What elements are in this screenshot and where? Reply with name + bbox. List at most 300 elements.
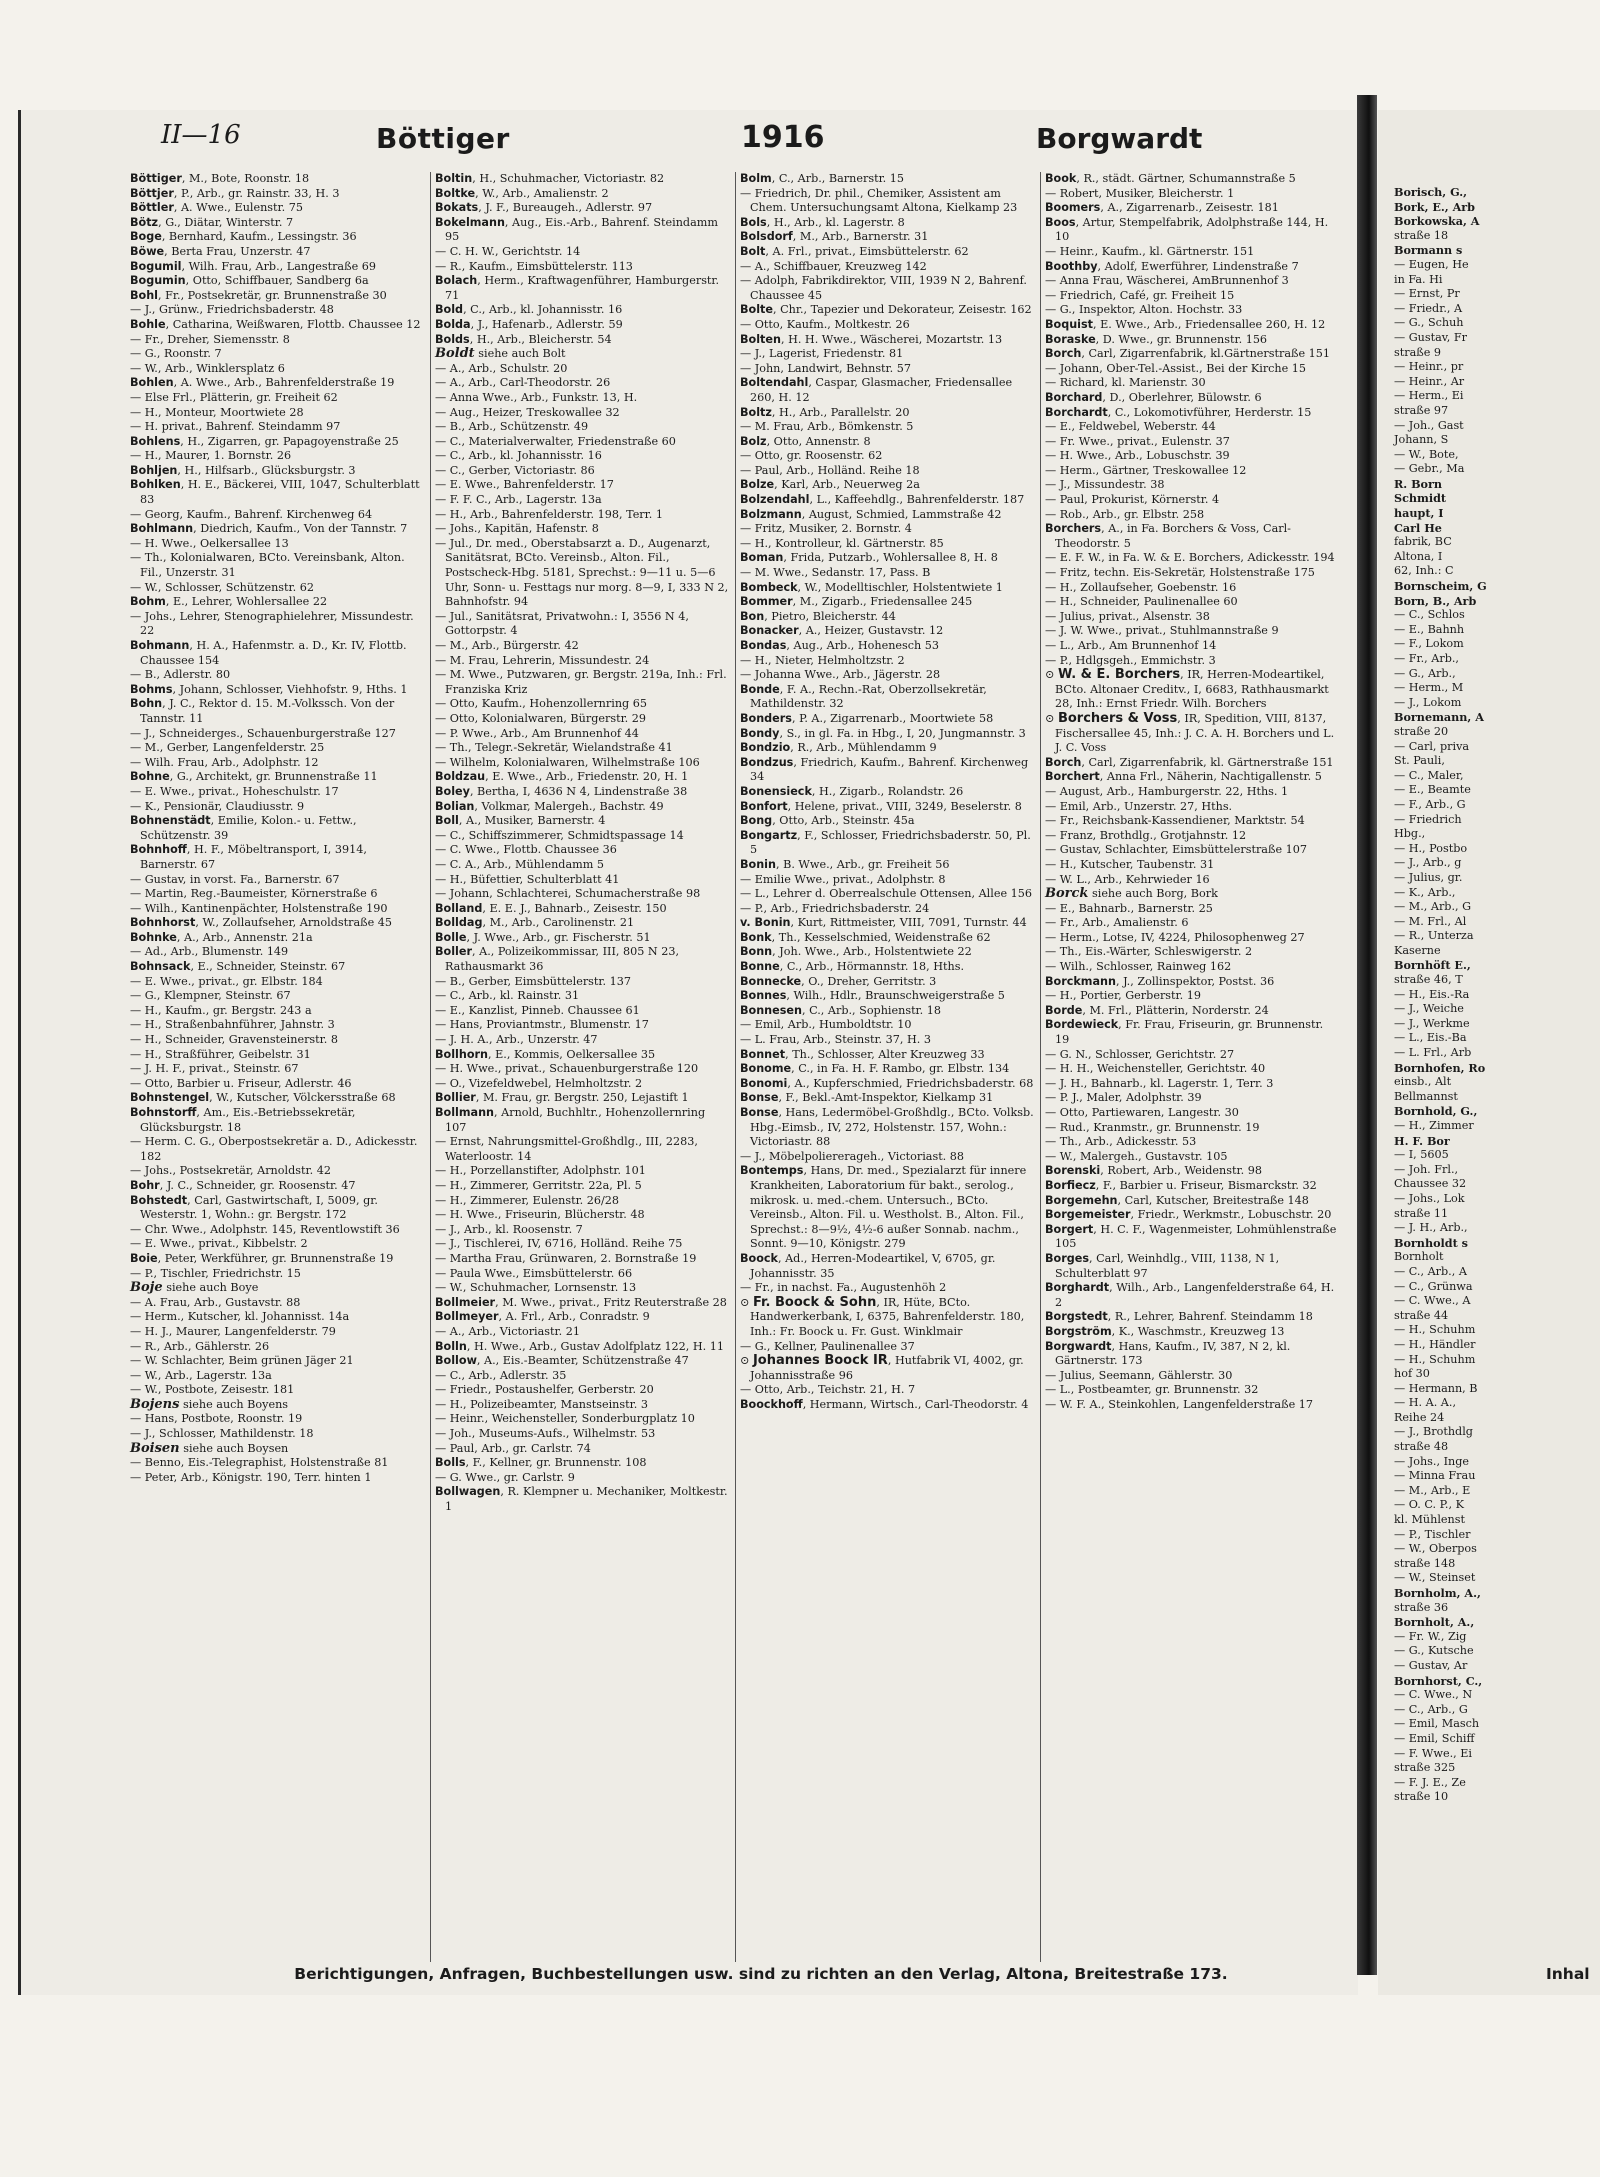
directory-entry: — Friedr., Postaushelfer, Gerberstr. 20 [435,1383,654,1397]
adjacent-entry: Kaserne [1394,943,1441,957]
directory-entry: — Herm., Lotse, IV, 4224, Philosophenweg 27 [1045,930,1305,944]
adjacent-entry: — Emil, Masch [1394,1717,1480,1731]
directory-entry: Bonomi, A., Kupferschmied, Friedrichsbaderstr. 68 [740,1076,1034,1090]
directory-entry: — C. Wwe., Flottb. Chaussee 36 [435,843,617,857]
directory-entry: — Paul, Prokurist, Körnerstr. 4 [1045,493,1220,507]
directory-entry: — Martin, Reg.-Baumeister, Körnerstraße 6 [130,887,378,901]
directory-entry: — Wilhelm, Kolonialwaren, Wilhelmstraße 106 [435,755,700,769]
directory-entry: Bonde, F. A., Rechn.-Rat, Oberzollsekretär, Mathildenstr. 32 [740,682,987,711]
directory-entry: Bolzmann, August, Schmied, Lammstraße 42 [740,507,1002,521]
directory-entry: — J., Schneiderges., Schauenburgerstraße 127 [130,726,396,740]
directory-entry: Bollhorn, E., Kommis, Oelkersallee 35 [435,1047,656,1061]
adjacent-entry: straße 18 [1394,228,1449,242]
directory-entry: — E. F. W., in Fa. W. & E. Borchers, Adickesstr. 194 [1045,551,1335,565]
directory-entry: — Emil, Arb., Humboldtstr. 10 [740,1018,912,1032]
directory-entry: Bolls, F., Kellner, gr. Brunnenstr. 108 [435,1456,647,1470]
directory-entry: — H., Kutscher, Taubenstr. 31 [1045,857,1215,871]
directory-entry: Boley, Bertha, I, 4636 N 4, Lindenstraße 38 [435,784,688,798]
directory-entry: — Otto, gr. Roosenstr. 62 [740,449,883,463]
directory-entry: Bonensieck, H., Zigarb., Rolandstr. 26 [740,784,964,798]
directory-entry: — O., Vizefeldwebel, Helmholtzstr. 2 [435,1076,643,1090]
directory-entry: Boquist, E. Wwe., Arb., Friedensallee 260, H. 12 [1045,317,1326,331]
directory-entry: — C., Gerber, Victoriastr. 86 [435,463,595,477]
adjacent-entry: einsb., Alt [1394,1075,1452,1089]
adjacent-entry: — H., Schuhm [1394,1323,1476,1337]
directory-entry: — B., Adlerstr. 80 [130,668,231,682]
directory-entry: — Johann, Schlachterei, Schumacherstraße 98 [435,887,701,901]
directory-entry: Bollmeyer, A. Frl., Arb., Conradstr. 9 [435,1310,650,1324]
directory-entry: — Johs., Lehrer, Stenographielehrer, Missundestr. 22 [130,609,414,638]
directory-entry: — E. Wwe., Bahrenfelderstr. 17 [435,478,614,492]
adjacent-entry: H. F. Bor [1394,1133,1450,1148]
directory-entry: — Wilh., Kantinenpächter, Holstenstraße 190 [130,901,388,915]
directory-entry: — P., Hdlgsgeh., Emmichstr. 3 [1045,653,1216,667]
directory-entry: Bolt, A. Frl., privat., Eimsbüttelerstr. 62 [740,244,969,258]
directory-page [18,110,1358,1995]
directory-entry: — H., Straßführer, Geibelstr. 31 [130,1047,311,1061]
directory-entry: — Paula Wwe., Eimsbüttelerstr. 66 [435,1266,633,1280]
directory-entry: Borfiecz, F., Barbier u. Friseur, Bismarckstr. 32 [1045,1178,1317,1192]
adjacent-entry: Born, B., Arb [1394,593,1477,608]
adjacent-entry: straße 44 [1394,1308,1449,1322]
adjacent-entry: — Minna Frau [1394,1469,1476,1483]
adjacent-entry: — W., Bote, [1394,447,1459,461]
directory-entry: — J. H., Bahnarb., kl. Lagerstr. 1, Terr. 3 [1045,1076,1274,1090]
directory-entry: — Anna Wwe., Arb., Funkstr. 13, H. [435,390,638,404]
firm-marker-icon: ⊙ [1045,668,1058,682]
adjacent-entry: — G., Schuh [1394,316,1464,330]
adjacent-entry: Bornholdt s [1394,1235,1468,1250]
adjacent-entry: — Fr. W., Zig [1394,1629,1467,1643]
directory-entry: Borde, M. Frl., Plätterin, Norderstr. 24 [1045,1003,1269,1017]
column-2 [431,172,736,1962]
directory-entry: — Otto, Partiewaren, Langestr. 30 [1045,1106,1239,1119]
directory-entry: Bong, Otto, Arb., Steinstr. 45a [740,814,915,828]
adjacent-entry: — O. C. P., K [1394,1498,1464,1512]
directory-entry: Boraske, D. Wwe., gr. Brunnenstr. 156 [1045,332,1268,346]
directory-entry: — M., Gerber, Langenfelderstr. 25 [130,741,325,755]
directory-entry: — H. H., Weichensteller, Gerichtstr. 40 [1045,1062,1266,1076]
directory-entry: — J., Arb., kl. Roosenstr. 7 [435,1222,583,1236]
directory-entry: — E., Bahnarb., Barnerstr. 25 [1045,901,1213,915]
directory-entry: Bonnet, Th., Schlosser, Alter Kreuzweg 33 [740,1047,985,1061]
directory-entry: — P., Arb., Friedrichsbaderstr. 24 [740,901,930,915]
directory-entry: Borgemehn, Carl, Kutscher, Breitestraße 148 [1045,1193,1309,1207]
directory-entry: — L., Arb., Am Brunnenhof 14 [1045,639,1217,652]
directory-entry: — W. F. A., Steinkohlen, Langenfelderstraße 17 [1045,1397,1313,1411]
directory-entry: Bohnhoff, H. F., Möbeltransport, I, 3914, Barnerstr. 67 [130,843,367,871]
directory-entry: v. Bonin, Kurt, Rittmeister, VIII, 7091, Turnstr. 44 [740,916,1027,930]
directory-entry: Bogumil, Wilh. Frau, Arb., Langestraße 69 [130,259,376,273]
directory-entry: — Franz, Brothdlg., Grotjahnstr. 12 [1045,828,1247,842]
directory-entry: — H., Polizeibeamter, Manstseinstr. 3 [435,1397,648,1411]
adjacent-entry: fabrik, BC [1394,535,1452,549]
directory-entry: Bolte, Chr., Tapezier und Dekorateur, Zeisestr. 162 [740,303,1032,317]
directory-entry: Boll, A., Musiker, Barnerstr. 4 [435,814,606,828]
adjacent-entry: — Emil, Schiff [1394,1731,1475,1745]
directory-entry: Bohn, J. C., Rektor d. 15. M.-Volkssch. Von der Tannstr. 11 [130,697,395,725]
directory-entry: Bohlen, A. Wwe., Arb., Bahrenfelderstraße 19 [130,376,395,390]
directory-entry: Bonacker, A., Heizer, Gustavstr. 12 [740,624,944,638]
adjacent-entry: — Gebr., Ma [1394,462,1465,476]
directory-entry: — Johann, Ober-Tel.-Assist., Bei der Kirche 15 [1045,361,1307,375]
directory-entry: Bolldag, M., Arb., Carolinenstr. 21 [435,916,635,930]
directory-entry: — Georg, Kaufm., Bahrenf. Kirchenweg 64 [130,507,373,521]
directory-entry: — A. Frau, Arb., Gustavstr. 88 [130,1295,301,1309]
directory-entry: Boldt siehe auch Bolt [435,346,566,362]
directory-entry: — Fr., Reichsbank-Kassendiener, Marktstr. 54 [1045,814,1305,828]
directory-entry: — W. Schlachter, Beim grünen Jäger 21 [130,1354,354,1368]
adjacent-entry: Bornemann, A [1394,710,1484,725]
adjacent-entry: Borisch, G., [1394,185,1468,199]
directory-entry: — Th., Eis.-Wärter, Schleswigerstr. 2 [1045,945,1253,959]
adjacent-entry: straße 46, T [1394,973,1463,987]
directory-entry: Boge, Bernhard, Kaufm., Lessingstr. 36 [130,230,357,244]
adjacent-entry: — G., Arb., [1394,666,1456,680]
directory-entry: Bolz, Otto, Annenstr. 8 [740,434,871,448]
column-1 [126,172,431,1962]
adjacent-entry: straße 36 [1394,1600,1449,1614]
firm-marker-icon: ⊙ [740,1295,753,1309]
directory-entry: Borghardt, Wilh., Arb., Langenfelderstraße 64, H. 2 [1045,1281,1335,1309]
directory-entry: — Herm., Gärtner, Treskowallee 12 [1045,463,1247,477]
directory-entry: — J. H. A., Arb., Unzerstr. 47 [435,1033,598,1047]
directory-entry: Bohnke, A., Arb., Annenstr. 21a [130,930,313,944]
adjacent-entry: — Johs., Inge [1394,1454,1469,1468]
directory-entry: Borchardt, C., Lokomotivführer, Herderstr. 15 [1045,405,1312,419]
directory-entry: Bold, C., Arb., kl. Johannisstr. 16 [435,303,623,317]
adjacent-entry: Hbg., [1394,827,1426,841]
adjacent-entry: — C., Arb., G [1394,1702,1468,1716]
directory-entry: Bokelmann, Aug., Eis.-Arb., Bahrenf. Steindamm 95 [435,215,718,244]
adjacent-entry: — Johs., Lok [1394,1191,1465,1205]
directory-entry: Boltz, H., Arb., Parallelstr. 20 [740,405,910,419]
directory-entry: — E. Wwe., privat., Kibbelstr. 2 [130,1237,308,1251]
adjacent-entry: — Fr., Arb., [1394,652,1459,665]
directory-entry: Boisen siehe auch Boysen [130,1440,289,1456]
directory-entry: — J., Möbelpoliererageh., Victoriast. 88 [740,1149,965,1163]
directory-entry: Boothby, Adolf, Ewerführer, Lindenstraße 7 [1045,259,1299,273]
directory-entry: — Emil, Arb., Unzerstr. 27, Hths. [1045,799,1233,813]
directory-entry: — M. Wwe., Sedanstr. 17, Pass. B [740,566,931,580]
directory-entry: Bohne, G., Architekt, gr. Brunnenstraße 11 [130,770,378,784]
directory-entry: Bonfort, Helene, privat., VIII, 3249, Beselerstr. 8 [740,799,1022,813]
directory-entry: — J., Tischlerei, IV, 6716, Holländ. Reihe 75 [435,1237,683,1251]
adjacent-entry: Bormann s [1394,243,1463,258]
book-spine-shadow [1357,95,1377,1975]
directory-entry: — Th., Arb., Adickesstr. 53 [1045,1135,1197,1149]
directory-entry: Borckmann, J., Zollinspektor, Postst. 36 [1045,974,1275,988]
adjacent-entry: hof 30 [1394,1367,1430,1381]
adjacent-entry: Bornscheim, G [1394,579,1487,594]
directory-entry: Bonnecke, O., Dreher, Gerritstr. 3 [740,974,937,988]
directory-entry: — H., Schneider, Paulinenallee 60 [1045,595,1238,609]
firm-marker-icon: ⊙ [1045,711,1058,725]
directory-entry: Bolze, Karl, Arb., Neuerweg 2a [740,478,920,492]
adjacent-entry: haupt, I [1394,506,1444,521]
directory-entry: — Richard, kl. Marienstr. 30 [1045,376,1206,390]
adjacent-entry: — G., Kutsche [1394,1644,1474,1658]
adjacent-entry: — C., Maler, [1394,768,1464,782]
adjacent-entry: — C., Schlos [1394,608,1465,622]
adjacent-entry: — H., Händler [1394,1337,1476,1351]
directory-entry: — E. Wwe., privat., gr. Elbstr. 184 [130,974,323,988]
directory-entry: Bonnes, Wilh., Hdlr., Braunschweigerstraße 5 [740,989,1005,1003]
directory-entry: Bohr, J. C., Schneider, gr. Roosenstr. 47 [130,1178,356,1192]
adjacent-entry: — F. J. E., Ze [1394,1775,1466,1789]
directory-entry: Boller, A., Polizeikommissar, III, 805 N 23, Rathausmarkt 36 [435,945,680,974]
adjacent-entry: — M. Frl., Al [1394,914,1467,928]
directory-entry: Bohnstorff, Am., Eis.-Betriebssekretär, Glücksburgstr. 18 [130,1106,356,1134]
directory-entry: Bollwagen, R. Klempner u. Mechaniker, Moltkestr. 1 [435,1485,728,1514]
directory-entry: Borgert, H. C. F., Wagenmeister, Lohmühlenstraße 105 [1045,1222,1337,1251]
directory-entry: — R., Kaufm., Eimsbüttelerstr. 113 [435,259,633,273]
directory-entry: — R., Arb., Gählerstr. 26 [130,1339,270,1353]
column-3 [736,172,1041,1962]
adjacent-entry: — Hermann, B [1394,1381,1478,1395]
directory-entry: — G., Roonstr. 7 [130,347,222,361]
directory-entry: Bolland, E. E. J., Bahnarb., Zeisestr. 150 [435,901,667,915]
directory-entry: — H. Wwe., privat., Schauenburgerstraße 120 [435,1062,699,1076]
adjacent-entry: Bornhöft E., [1394,958,1471,973]
directory-entry: — H. privat., Bahrenf. Steindamm 97 [130,420,341,434]
directory-entry: — E., Kanzlist, Pinneb. Chaussee 61 [435,1003,640,1017]
directory-entry: — W., Schlosser, Schützenstr. 62 [130,580,314,594]
adjacent-entry: — F. Wwe., Ei [1394,1746,1472,1760]
directory-entry: — Peter, Arb., Königstr. 190, Terr. hinten 1 [130,1470,372,1484]
directory-entry: Bolten, H. H. Wwe., Wäscherei, Mozartstr. 13 [740,332,1003,346]
directory-entry: Borch, Carl, Zigarrenfabrik, kl. Gärtnerstraße 151 [1045,755,1334,769]
adjacent-entry: — J., Werkme [1394,1016,1470,1030]
directory-entry: Bondzus, Friedrich, Kaufm., Bahrenf. Kirchenweg 34 [740,755,1029,784]
directory-entry: Bondas, Aug., Arb., Hohenesch 53 [740,639,940,652]
adjacent-entry: Bornhorst, C., [1394,1673,1483,1688]
directory-entry: — Julius, privat., Alsenstr. 38 [1045,609,1210,623]
adjacent-entry: straße 48 [1394,1440,1449,1454]
directory-entry: Böttiger, M., Bote, Roonstr. 18 [130,172,310,185]
directory-entry: Bols, H., Arb., kl. Lagerstr. 8 [740,215,905,229]
directory-entry: ⊙ Borchers & Voss, IR, Spedition, VIII, 8137, Fischersallee 45, Inh.: J. C. A. H. Borchers und L. J. C. Voss [1045,710,1335,755]
directory-entry: — Otto, Arb., Teichstr. 21, H. 7 [740,1383,916,1397]
directory-entry: — E. Wwe., privat., Hoheschulstr. 17 [130,784,339,798]
directory-entry: Borgemeister, Friedr., Werkmstr., Lobuschstr. 20 [1045,1208,1332,1222]
directory-entry: — H., Büfettier, Schulterblatt 41 [435,872,620,886]
directory-entry: — C., Materialverwalter, Friedenstraße 60 [435,434,676,448]
directory-entry: — H., Zollaufseher, Goebenstr. 16 [1045,580,1237,594]
first-entry-heading: Böttiger [376,122,510,155]
adjacent-entry: Chaussee 32 [1394,1177,1467,1191]
directory-entry: — H., Arb., Bahrenfelderstr. 198, Terr. 1 [435,507,664,521]
adjacent-entry: R. Born [1394,476,1443,491]
directory-entry: — Fr., Arb., Amalienstr. 6 [1045,916,1189,930]
directory-entry: Boie, Peter, Werkführer, gr. Brunnenstraße 19 [130,1251,394,1265]
directory-entry: Bolian, Volkmar, Malergeh., Bachstr. 49 [435,799,664,813]
directory-entry: — Hans, Proviantmstr., Blumenstr. 17 [435,1018,649,1032]
directory-entry: — Th., Telegr.-Sekretär, Wielandstraße 41 [435,741,673,755]
directory-entry: — M., Arb., Bürgerstr. 42 [435,639,579,652]
directory-entry: — Ad., Arb., Blumenstr. 149 [130,945,289,959]
directory-entry: Borenski, Robert, Arb., Weidenstr. 98 [1045,1164,1262,1178]
adjacent-entry: — L. Frl., Arb [1394,1046,1472,1060]
directory-entry: — G., Kellner, Paulinenallee 37 [740,1339,915,1353]
directory-entry: Borch, Carl, Zigarrenfabrik, kl.Gärtnerstraße 151 [1045,347,1330,361]
directory-entry: — Rud., Kranmstr., gr. Brunnenstr. 19 [1045,1120,1260,1134]
directory-entry: — H., Porzellanstifter, Adolphstr. 101 [435,1164,646,1178]
adjacent-entry: — H., Schuhm [1394,1352,1476,1366]
directory-entry: Borgwardt, Hans, Kaufm., IV, 387, N 2, kl. Gärtnerstr. 173 [1045,1339,1291,1368]
directory-entry: Bojens siehe auch Boyens [130,1396,289,1412]
directory-entry: — H., Monteur, Moortwiete 28 [130,405,304,419]
adjacent-entry: — M., Arb., G [1394,900,1472,914]
adjacent-entry: — Joh., Gast [1394,418,1464,432]
directory-entry: — Friedrich, Café, gr. Freiheit 15 [1045,288,1235,302]
directory-entry: — Julius, Seemann, Gählerstr. 30 [1045,1368,1233,1382]
directory-entry: — John, Landwirt, Behnstr. 57 [740,361,912,375]
directory-entry: — Wilh., Schlosser, Rainweg 162 [1045,960,1232,974]
directory-entry: Bohlens, H., Zigarren, gr. Papagoyenstraße 25 [130,434,399,448]
directory-entry: — W., Malergeh., Gustavstr. 105 [1045,1149,1228,1163]
directory-entry: — Hans, Postbote, Roonstr. 19 [130,1412,303,1426]
directory-entry: — H. Wwe., Friseurin, Blücherstr. 48 [435,1208,645,1222]
directory-entry: — C., Arb., Adlerstr. 35 [435,1368,567,1382]
adjacent-entry: Bornholm, A., [1394,1586,1481,1600]
directory-entry: — J. W. Wwe., privat., Stuhlmannstraße 9 [1045,624,1279,638]
directory-entry: — G., Klempner, Steinstr. 67 [130,989,291,1003]
directory-entry: — Fritz, techn. Eis-Sekretär, Holstenstraße 175 [1045,566,1315,580]
publisher-notice: Berichtigungen, Anfragen, Buchbestellungen usw. sind zu richten an den Verlag, Altona, Breitestraße 173. [294,1965,1228,1983]
adjacent-entry: Altona, I [1394,549,1443,563]
directory-entry: — G. Wwe., gr. Carlstr. 9 [435,1470,575,1484]
directory-entry: Bolle, J. Wwe., Arb., gr. Fischerstr. 51 [435,930,651,944]
adjacent-entry: — Gustav, Ar [1394,1658,1468,1672]
adjacent-entry: straße 10 [1394,1790,1449,1804]
directory-entry: Bohstedt, Carl, Gastwirtschaft, I, 5009, gr. Westerstr. 1, Wohn.: gr. Bergstr. 172 [130,1193,378,1222]
directory-entry: Bonse, F., Bekl.-Amt-Inspektor, Kielkamp 31 [740,1091,994,1105]
directory-entry: Borck siehe auch Borg, Bork [1045,886,1218,902]
directory-entry: — J. H. F., privat., Steinstr. 67 [130,1062,299,1076]
directory-entry: Bohnhorst, W., Zollaufseher, Arnoldstraße 45 [130,916,392,930]
adjacent-entry: — Herm., M [1394,681,1464,695]
directory-entry: — Anna Frau, Wäscherei, AmBrunnenhof 3 [1045,274,1289,288]
directory-entry: Bonin, B. Wwe., Arb., gr. Freiheit 56 [740,857,950,871]
adjacent-entry: — M., Arb., E [1394,1483,1471,1497]
directory-entry: Bohlken, H. E., Bäckerei, VIII, 1047, Schulterblatt 83 [130,478,420,507]
directory-entry: Bohm, E., Lehrer, Wohlersallee 22 [130,595,328,609]
directory-entry: — W. L., Arb., Kehrwieder 16 [1045,872,1210,886]
directory-entry: — C., Arb., kl. Rainstr. 31 [435,989,580,1003]
adjacent-entry: Bork, E., Arb [1394,199,1475,214]
directory-entry: — Otto, Kaufm., Moltkestr. 26 [740,317,910,331]
directory-entry: Boje siehe auch Boye [130,1280,259,1296]
directory-entry: — F. F. C., Arb., Lagerstr. 13a [435,493,602,507]
directory-entry: — G. N., Schlosser, Gerichtstr. 27 [1045,1047,1235,1061]
directory-entry: — H. Wwe., Arb., Lobuschstr. 39 [1045,449,1230,463]
adjacent-entry: — W., Steinset [1394,1571,1476,1585]
directory-entry: Bollmeier, M. Wwe., privat., Fritz Reuterstraße 28 [435,1295,727,1309]
directory-entry: — E., Feldwebel, Weberstr. 44 [1045,420,1216,434]
adjacent-entry: — J., Arb., g [1394,856,1462,870]
adjacent-entry: — H., Eis.-Ra [1394,987,1470,1001]
adjacent-entry: Bornhofen, Ro [1394,1060,1486,1075]
directory-entry: Boltendahl, Caspar, Glasmacher, Friedensallee 260, H. 12 [740,376,1013,404]
adjacent-entry: — P., Tischler [1394,1527,1471,1541]
directory-entry: — Robert, Musiker, Bleicherstr. 1 [1045,186,1235,200]
last-entry-heading: Borgwardt [1036,122,1203,155]
column-4 [1041,172,1346,1962]
directory-entry: — B., Gerber, Eimsbüttelerstr. 137 [435,974,631,988]
directory-entry: Bommer, M., Zigarb., Friedensallee 245 [740,595,973,609]
directory-entry: — H. J., Maurer, Langenfelderstr. 79 [130,1324,336,1338]
directory-entry: — P. J., Maler, Adolphstr. 39 [1045,1091,1202,1105]
directory-entry: — L., Lehrer d. Oberrealschule Ottensen, Allee 156 [740,887,1032,901]
directory-entry: Boman, Frida, Putzarb., Wohlersallee 8, H. 8 [740,551,998,565]
adjacent-entry: — Friedrich [1394,812,1462,826]
directory-entry: — H., Maurer, 1. Bornstr. 26 [130,449,292,463]
adjacent-entry: — R., Unterza [1394,929,1474,943]
directory-entry: Bohnenstädt, Emilie, Kolon.- u. Fettw., Schützenstr. 39 [130,814,357,842]
adjacent-entry: — Herm., Ei [1394,389,1464,403]
adjacent-entry: straße 148 [1394,1556,1456,1570]
directory-entry: — A., Arb., Victoriastr. 21 [435,1324,581,1338]
directory-entry: Borchard, D., Oberlehrer, Bülowstr. 6 [1045,390,1262,404]
directory-entry: Boock, Ad., Herren-Modeartikel, V, 6705, gr. Johannisstr. 35 [740,1251,996,1280]
directory-entry: — Gustav, in vorst. Fa., Barnerstr. 67 [130,872,340,886]
adjacent-entry: — Julius, gr. [1394,870,1463,884]
adjacent-entry: — Ernst, Pr [1394,287,1460,301]
directory-entry: — Jul., Dr. med., Oberstabsarzt a. D., Augenarzt, Sanitätsrat, BCto. Vereinsb., Alton. Fil., Postscheck-Hbg. 5181, Sprechst.: 9—11 u. 5—6 Uhr, Sonn- u. Festtags nur morg. 8—9, I, 333 N 2, Bahnhofstr. 94 [435,536,729,609]
directory-entry: — J., Schlosser, Mathildenstr. 18 [130,1427,314,1441]
directory-entry: Bonne, C., Arb., Hörmannstr. 18, Hths. [740,960,965,974]
adjacent-page-column [1378,110,1600,1805]
directory-entry: — W., Schuhmacher, Lornsenstr. 13 [435,1281,637,1295]
adjacent-entry: — H., Postbo [1394,841,1468,855]
directory-entry: — H., Zimmerer, Gerritstr. 22a, Pl. 5 [435,1178,642,1192]
directory-entry: — Friedrich, Dr. phil., Chemiker, Assistent am Chem. Untersuchungsamt Altona, Kielkamp 23 [740,186,1018,215]
directory-entry: ⊙ Johannes Boock IR, Hutfabrik VI, 4002, gr. Johannisstraße 96 [740,1353,1024,1382]
directory-entry: Bolm, C., Arb., Barnerstr. 15 [740,172,905,185]
directory-entry: Bolsdorf, M., Arb., Barnerstr. 31 [740,230,929,244]
directory-entry: — C., Schiffszimmerer, Schmidtspassage 14 [435,828,684,842]
adjacent-entry: — L., Eis.-Ba [1394,1031,1467,1045]
directory-entry: — Paul, Arb., Holländ. Reihe 18 [740,463,920,477]
adjacent-entry: Schmidt [1394,491,1447,506]
directory-entry: Book, R., städt. Gärtner, Schumannstraße 5 [1045,172,1296,185]
directory-entry: — Otto, Kolonialwaren, Bürgerstr. 29 [435,711,647,725]
directory-entry: — Heinr., Weichensteller, Sonderburgplatz 10 [435,1412,695,1426]
directory-entry: — L. Frau, Arb., Steinstr. 37, H. 3 [740,1033,932,1047]
directory-entry: Borchers, A., in Fa. Borchers & Voss, Carl-Theodorstr. 5 [1045,522,1291,550]
adjacent-entry: straße 20 [1394,724,1449,738]
directory-entry: Bonome, C., in Fa. H. F. Rambo, gr. Elbstr. 134 [740,1062,1010,1076]
directory-entry: Boltin, H., Schuhmacher, Victoriastr. 82 [435,172,665,185]
directory-entry: — Aug., Heizer, Treskowallee 32 [435,405,620,419]
directory-entry: — Chr. Wwe., Adolphstr. 145, Reventlowstift 36 [130,1222,400,1236]
directory-entry: Böttjer, P., Arb., gr. Rainstr. 33, H. 3 [130,186,340,200]
adjacent-entry: Bornholt, A., [1394,1615,1475,1630]
directory-entry: Böttler, A. Wwe., Eulenstr. 75 [130,201,304,215]
adjacent-entry: — C., Grünwa [1394,1279,1473,1293]
directory-entry: Bohle, Catharina, Weißwaren, Flottb. Chaussee 12 [130,317,421,331]
directory-entry: Boomers, A., Zigarrenarb., Zeisestr. 181 [1045,201,1279,215]
directory-entry: — Ernst, Nahrungsmittel-Großhdlg., III, 2283, Waterloostr. 14 [435,1135,698,1163]
directory-entry: Borgstedt, R., Lehrer, Bahrenf. Steindamm 18 [1045,1310,1313,1324]
directory-entry: — C., Arb., kl. Johannisstr. 16 [435,449,602,463]
directory-entry: — Herm. C. G., Oberpostsekretär a. D., Adickesstr. 182 [130,1135,418,1163]
directory-entry: Bötz, G., Diätar, Winterstr. 7 [130,215,294,229]
directory-entry: Bondzio, R., Arb., Mühlendamm 9 [740,741,937,755]
adjacent-entry: St. Pauli, [1394,754,1445,768]
adjacent-entry: — W., Oberpos [1394,1542,1477,1556]
